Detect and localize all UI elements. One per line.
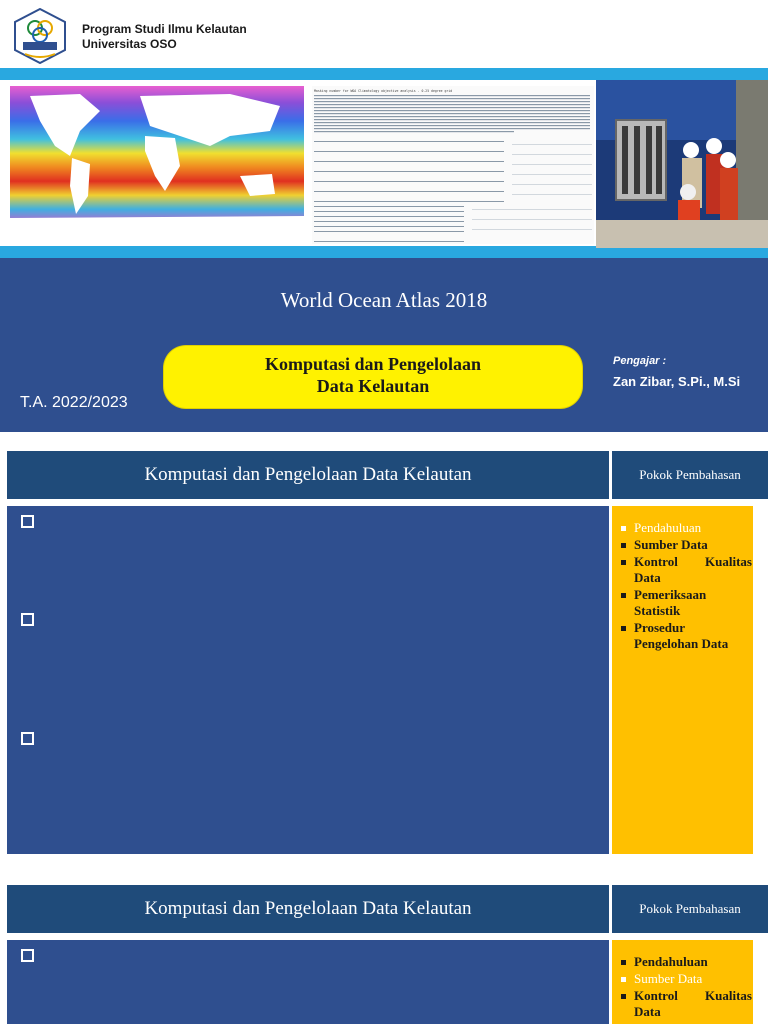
slide2-topics-panel: [612, 506, 753, 854]
topic-item: Sumber Data: [620, 971, 752, 987]
topic-item: Prosedur Pengelohan Data: [620, 620, 752, 652]
slide2-title: Komputasi dan Pengelolaan Data Kelautan: [7, 451, 609, 499]
checkbox-bullet-icon: [21, 949, 34, 962]
topic-item: Pendahuluan: [620, 520, 752, 536]
university-logo: [13, 8, 67, 64]
course-title-line2: Data Kelautan: [316, 376, 430, 396]
program-name: Program Studi Ilmu Kelautan: [82, 22, 247, 36]
slide2-content: [7, 506, 609, 854]
data-file-snippet: [312, 86, 594, 244]
slide3-title: Komputasi dan Pengelolaan Data Kelautan: [7, 885, 609, 933]
slide3-topic-list: [620, 954, 752, 1021]
topic-item: Kontrol Kualitas Data: [620, 554, 752, 586]
checkbox-bullet-icon: [21, 732, 34, 745]
academic-year: T.A. 2022/2023: [20, 394, 128, 411]
slide3-content: [7, 940, 609, 1024]
course-title-pill: [164, 346, 582, 408]
lecturer-name: Zan Zibar, S.Pi., M.Si: [613, 374, 741, 389]
institution-name: [82, 22, 247, 52]
topic-item: Pendahuluan: [620, 954, 752, 970]
topic-item: Sumber Data: [620, 537, 752, 553]
topic-item: Pemeriksaan Statistik: [620, 587, 752, 619]
lecturer-label: Pengajar :: [613, 355, 667, 367]
checkbox-bullet-icon: [21, 515, 34, 528]
header: [0, 0, 768, 68]
slide2-sidebar-title: Pokok Pembahasan: [612, 451, 768, 499]
atlas-title: World Ocean Atlas 2018: [280, 288, 488, 312]
slide2-topic-list: [620, 520, 752, 653]
checkbox-bullet-icon: [21, 613, 34, 626]
course-title-line1: Komputasi dan Pengelolaan: [264, 354, 482, 374]
sea-temperature-map-image: [10, 86, 304, 226]
university-name: Universitas OSO: [82, 37, 177, 51]
ocean-research-photo: [596, 80, 768, 248]
data-file-header: Masking number for WOA Climatology objective analysis - 0.25 degree grid: [314, 89, 453, 93]
topic-item: Kontrol Kualitas Data: [620, 988, 752, 1020]
slide3-sidebar-title: Pokok Pembahasan: [612, 885, 768, 933]
slide3-topics-panel: [612, 940, 753, 1024]
